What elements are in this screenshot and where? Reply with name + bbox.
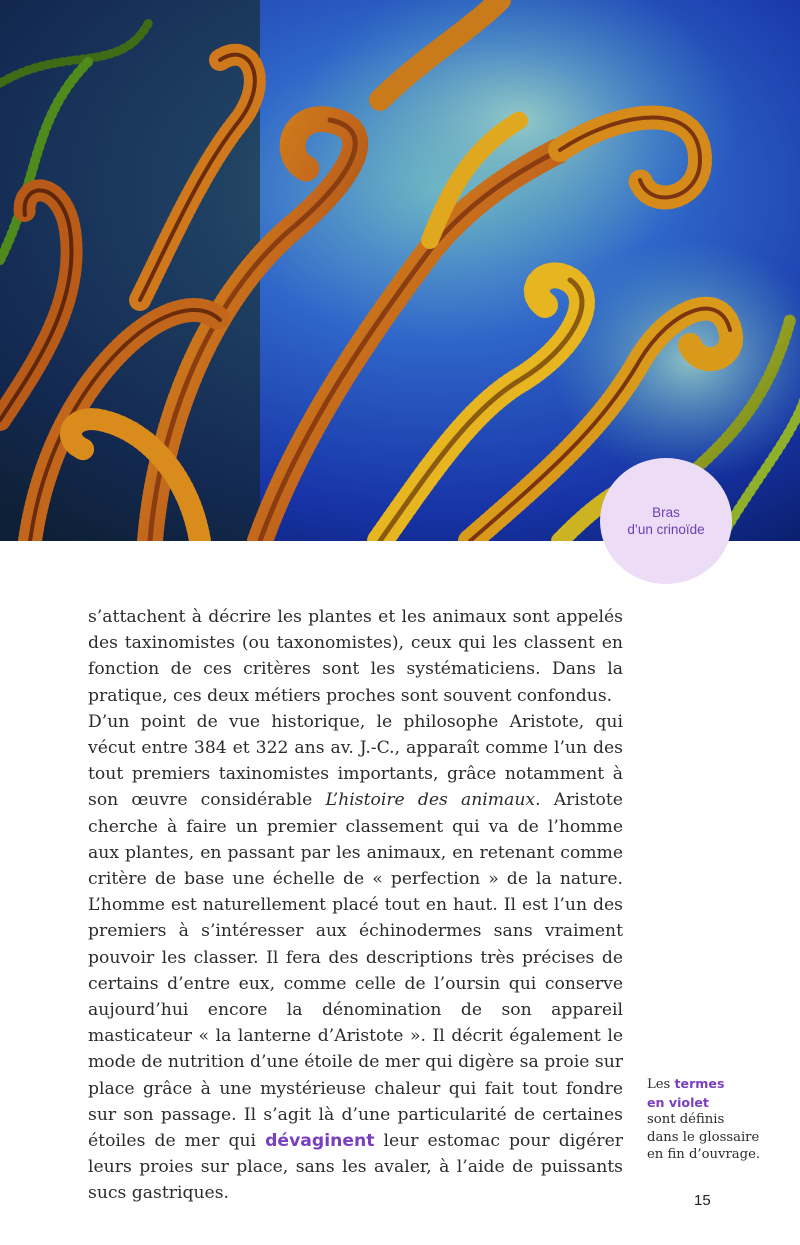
caption-line-2: d’un crinoïde: [627, 522, 705, 537]
paragraph-1: [88, 604, 623, 709]
paragraph-1-text: s’attachent à décrire les plantes et les animaux sont appelés des taxinomistes (ou taxonomistes), ceux qui les classent en fonction de ces critères sont les systématiciens. Dans la pratique, ces deux métiers proches sont souvent confondus.: [88, 607, 623, 706]
paragraph-2-text-a: D’un point de vue historique, le philosophe Aristote, qui vécut entre 384 et 322 ans av. J.-C., apparaît comme l’un des tout premiers taxinomistes importants, grâce notamment à son œuvre considérable: [88, 711, 623, 811]
body-text: [88, 604, 623, 1207]
sidenote-violet-word-1: termes: [674, 1076, 725, 1091]
sidenote-line-3: sont définis: [647, 1112, 725, 1127]
glossary-sidenote: [647, 1075, 777, 1164]
paragraph-2-text-b: . Aristote cherche à faire un premier classement qui va de l’homme aux plantes, en passant par les animaux, en retenant comme critère de base une échelle de « perfection » de la nature. L’homme est naturellement placé tout en haut. Il est l’un des premiers à s’intéresser aux échinodermes sans vraiment pouvoir les classer. Il fera des descriptions très précises de certains d’entre eux, comme celle de l’oursin qui conserve aujourd’hui encore la dénomination de son appareil masticateur « la lanterne d’Aristote ». Il décrit également le mode de nutrition d’une étoile de mer qui digère sa proie sur place grâce à une mystérieuse chaleur qui fait tout fondre sur son passage. Il s’agit là d’une particularité de certaines étoiles de mer qui: [88, 790, 623, 1152]
paragraph-2-text-c: leur estomac pour digérer leurs proies sur place, sans les avaler, à l’aide de puissants sucs gastriques.: [88, 1131, 623, 1204]
sidenote-violet-word-2: en violet: [647, 1094, 709, 1110]
glossary-term[interactable]: dévaginent: [265, 1131, 375, 1152]
sidenote-line-5: en fin d’ouvrage.: [647, 1147, 761, 1162]
page-number: 15: [694, 1192, 711, 1209]
sidenote-prefix: Les: [647, 1077, 675, 1092]
sidenote-line-1: [647, 1075, 777, 1094]
book-title: L’histoire des animaux: [325, 790, 536, 811]
caption-line-1: Bras: [652, 505, 680, 520]
sidenote-line-4: dans le glossaire: [647, 1129, 760, 1145]
paragraph-2: [88, 709, 623, 1207]
photo-caption: [600, 458, 732, 584]
